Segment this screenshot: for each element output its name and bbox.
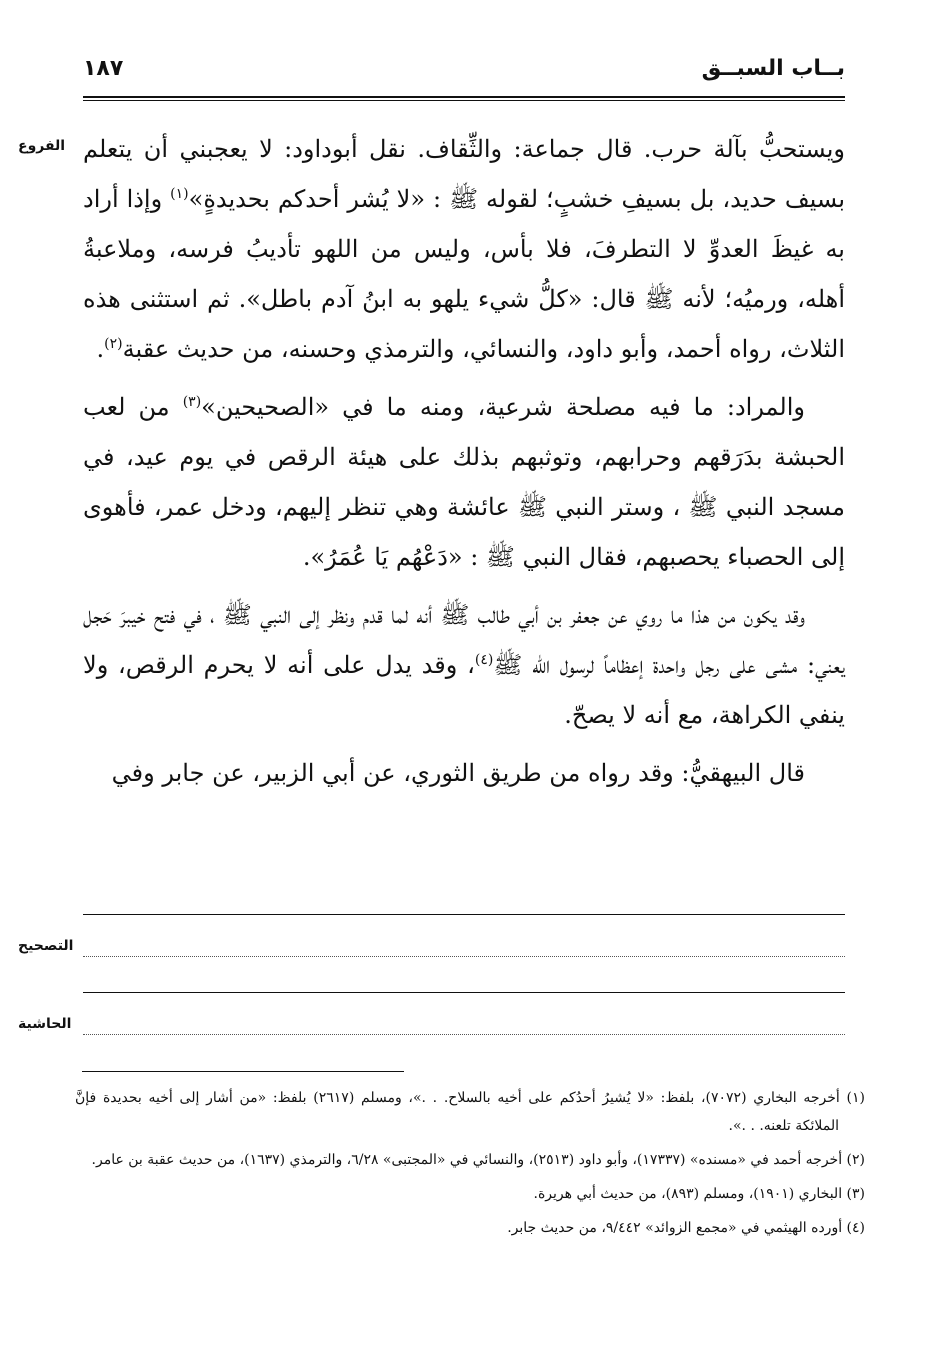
chapter-title: بــاب السبــق <box>701 56 845 81</box>
paragraph-3-part-a: وقد يكون من هذا ما روي عن جعفر بن أبي طالب ﷺ أنه لما قدم ونظر إلى النبي ﷺ ، في فتح خيبرَ حَجل يعني: مشى على رجل واحدة إعظاماً لرسول الله ﷺ <box>83 601 846 679</box>
page-number: ١٨٧ <box>83 56 124 81</box>
header-rule-thick <box>83 96 845 98</box>
annotation-dotted-line[interactable] <box>83 1034 845 1035</box>
footnote-separator <box>82 1071 404 1072</box>
footnote-4: (٤) أورده الهيثمي في «مجمع الزوائد» ٩/٤٤٢، من حديث جابر. <box>507 1220 865 1236</box>
paragraph-3-part-b: ، وقد يدل على أنه لا يحرم الرقص، ولا ينفي الكراهة، مع أنه لا يصحّ. <box>83 651 845 729</box>
paragraph-1-part-b: وإذا أراد به غيظَ العدوِّ لا التطرفَ، فلا بأس، وليس من اللهو تأديبُ فرسه، وملاعبةُ أهله، ورميُه؛ لأنه ﷺ قال: «كلُّ شيء يلهو به ابنُ آدم باطل». ثم استثنى هذه الثلاث، رواه أحمد، وأبو داود، والنسائي، والترمذي وحسنه، من حديث عقبة <box>83 185 845 363</box>
paragraph-4: قال البيهقيُّ: وقد رواه من طريق الثوري، عن أبي الزبير، عن جابر وفي <box>111 759 805 787</box>
footnote-ref-4: (٤) <box>474 652 494 668</box>
paragraph-1-end: . <box>96 335 105 363</box>
footnote-1: (١) أخرجه البخاري (٧٠٧٢)، بلفظ: «لا يُشيرُ أحدُكم على أخيه بالسلاح. . .»، ومسلم (٢٦١٧) بلفظ: «من أشار إلى أخيه بحديدة فإنَّ الملائكة تلعنه. . .». <box>75 1090 865 1134</box>
footnote-ref-2: (٢) <box>104 336 123 352</box>
header-rule-thin <box>83 100 845 101</box>
footnote-ref-3: (٣) <box>182 394 202 410</box>
paragraph-2-part-a: والمراد: ما فيه مصلحة شرعية، ومنه ما في «الصحيحين» <box>201 393 806 421</box>
footnotes <box>75 1084 865 1248</box>
annotation-top-rule <box>83 992 845 993</box>
running-header <box>83 52 845 94</box>
annotation-label: الحاشية <box>18 1016 72 1032</box>
footnote-ref-1: (١) <box>170 186 189 202</box>
correction-label: التصحيح <box>18 938 74 954</box>
paragraph-2-part-b: من لعب الحبشة بدَرَقهم وحرابهم، وتوثبهم بذلك على هيئة الرقص في يوم عيد، في مسجد النبي ﷺ ، وستر النبي ﷺ عائشة وهي تنظر إليهم، ودخل عمر، فأهوى إلى الحصباء يحصبهم، فقال النبي ﷺ : «دَعْهُم يَا عُمَرُ». <box>83 393 845 571</box>
correction-dotted-line[interactable] <box>83 956 845 957</box>
footnote-3: (٣) البخاري (١٩٠١)، ومسلم (٨٩٣)، من حديث أبي هريرة. <box>533 1186 865 1202</box>
footnote-2: (٢) أخرجه أحمد في «مسنده» (١٧٣٣٧)، وأبو داود (٢٥١٣)، والنسائي في «المجتبى» ٦/٢٨، والترمذي (١٦٣٧)، من حديث عقبة بن عامر. <box>91 1152 865 1168</box>
paragraph-2 <box>83 382 845 582</box>
correction-top-rule <box>83 914 845 915</box>
main-text <box>83 124 845 798</box>
paragraph-1-part-a: ويستحبُّ بآلة حرب. قال جماعة: والثِّقاف. نقل أبوداود: لا يعجبني أن يتعلم بسيف حديد، بل بسيفِ خشبٍ؛ لقوله ﷺ : «لا يُشر أحدكم بحديدةٍ» <box>83 135 846 213</box>
paragraph-1 <box>83 124 845 374</box>
paragraph-3 <box>83 590 845 740</box>
margin-section-label: الفروع <box>18 138 66 154</box>
